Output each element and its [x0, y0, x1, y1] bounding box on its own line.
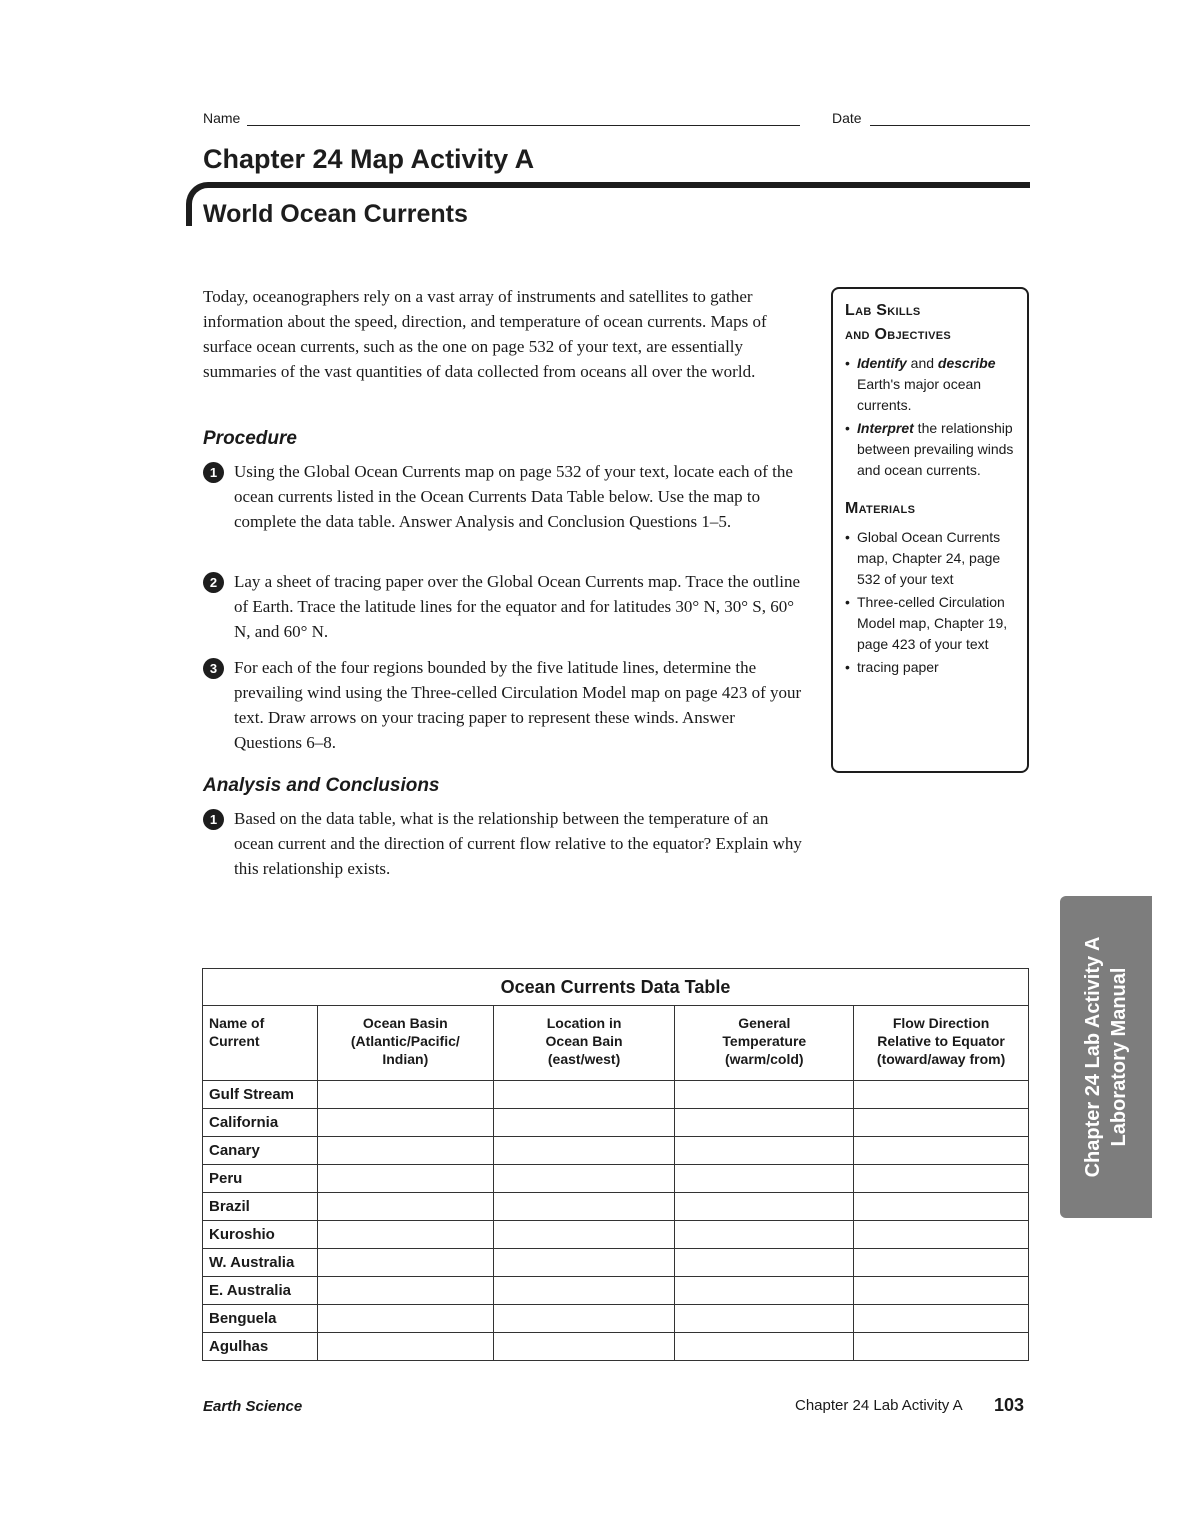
ocean-currents-data-table [202, 968, 1029, 1361]
table-row [203, 1165, 1029, 1193]
ocean-basin-answer-cell[interactable] [317, 1333, 493, 1361]
location-answer-cell[interactable] [493, 1277, 675, 1305]
flow-direction-answer-cell[interactable] [854, 1333, 1029, 1361]
flow-direction-answer-cell[interactable] [854, 1249, 1029, 1277]
ocean-basin-answer-cell[interactable] [317, 1137, 493, 1165]
temperature-answer-cell[interactable] [675, 1081, 854, 1109]
objectives-list [845, 353, 1015, 481]
flow-direction-answer-cell[interactable] [854, 1137, 1029, 1165]
table-body [203, 1081, 1029, 1361]
date-field-line[interactable] [870, 125, 1030, 126]
footer-book-title: Earth Science [203, 1398, 303, 1415]
ocean-basin-answer-cell[interactable] [317, 1249, 493, 1277]
location-answer-cell[interactable] [493, 1193, 675, 1221]
temperature-answer-cell[interactable] [675, 1165, 854, 1193]
ocean-basin-answer-cell[interactable] [317, 1193, 493, 1221]
current-name-cell: Kuroshio [203, 1221, 318, 1249]
lab-skills-heading: Lab Skills and Objectives [845, 302, 952, 343]
page-number: 103 [994, 1395, 1025, 1415]
list-item: • Identify and describe Earth's major ocean currents. [845, 353, 1015, 416]
column-header-name: Name of Current [203, 1006, 318, 1081]
list-item: • tracing paper [845, 657, 1015, 678]
temperature-answer-cell[interactable] [675, 1333, 854, 1361]
location-answer-cell[interactable] [493, 1165, 675, 1193]
step-number-badge: 1 [203, 462, 224, 483]
current-name-cell: Peru [203, 1165, 318, 1193]
current-name-cell: Gulf Stream [203, 1081, 318, 1109]
flow-direction-answer-cell[interactable] [854, 1277, 1029, 1305]
flow-direction-answer-cell[interactable] [854, 1165, 1029, 1193]
current-name-cell: E. Australia [203, 1277, 318, 1305]
current-name-cell: Canary [203, 1137, 318, 1165]
ocean-basin-answer-cell[interactable] [317, 1081, 493, 1109]
table-caption: Ocean Currents Data Table [203, 969, 1029, 1006]
step-number-badge: 2 [203, 572, 224, 593]
table-row [203, 1305, 1029, 1333]
chapter-title: Chapter 24 Map Activity A [203, 144, 535, 174]
list-item: • Global Ocean Currents map, Chapter 24, page 532 of your text [845, 527, 1015, 590]
table-row [203, 1277, 1029, 1305]
flow-direction-answer-cell[interactable] [854, 1109, 1029, 1137]
procedure-heading: Procedure [203, 428, 297, 449]
procedure-step-1 [203, 459, 803, 534]
analysis-question-1 [203, 806, 803, 881]
question-number-badge: 1 [203, 809, 224, 830]
current-name-cell: Benguela [203, 1305, 318, 1333]
ocean-basin-answer-cell[interactable] [317, 1305, 493, 1333]
table-row [203, 1109, 1029, 1137]
date-label: Date [832, 110, 862, 126]
ocean-basin-answer-cell[interactable] [317, 1277, 493, 1305]
step-text: Lay a sheet of tracing paper over the Global Ocean Currents map. Trace the outline of Earth. Trace the latitude lines for the equator and for latitudes 30° N, 30° S, 60° N, and 60° N. [234, 572, 800, 641]
location-answer-cell[interactable] [493, 1249, 675, 1277]
current-name-cell: Brazil [203, 1193, 318, 1221]
current-name-cell: California [203, 1109, 318, 1137]
step-number-badge: 3 [203, 658, 224, 679]
current-name-cell: Agulhas [203, 1333, 318, 1361]
flow-direction-answer-cell[interactable] [854, 1221, 1029, 1249]
temperature-answer-cell[interactable] [675, 1277, 854, 1305]
flow-direction-answer-cell[interactable] [854, 1305, 1029, 1333]
lab-skills-sidebar [831, 287, 1029, 773]
analysis-heading: Analysis and Conclusions [203, 775, 440, 796]
side-tab-label: Chapter 24 Lab Activity A Laboratory Manual [1082, 936, 1130, 1178]
table-row [203, 1137, 1029, 1165]
column-header-ocean-basin: Ocean Basin (Atlantic/Pacific/ Indian) [317, 1006, 493, 1081]
question-text: Based on the data table, what is the relationship between the temperature of an ocean current and the direction of current flow relative to the equator? Explain why this relationship exists. [234, 809, 802, 878]
intro-paragraph: Today, oceanographers rely on a vast array of instruments and satellites to gather information about the speed, direction, and temperature of ocean currents. Maps of surface ocean currents, such as the one on page 532 of your text, are essentially summaries of the vast quantities of data collected from oceans all over the world. [203, 287, 767, 381]
table-row [203, 1193, 1029, 1221]
step-text: Using the Global Ocean Currents map on page 532 of your text, locate each of the ocean currents listed in the Ocean Currents Data Table below. Use the map to complete the data table. Answer Analysis and Conclusion Questions 1–5. [234, 462, 793, 531]
flow-direction-answer-cell[interactable] [854, 1081, 1029, 1109]
column-header-temperature: General Temperature (warm/cold) [675, 1006, 854, 1081]
table-row [203, 1249, 1029, 1277]
activity-title: World Ocean Currents [203, 200, 468, 228]
location-answer-cell[interactable] [493, 1333, 675, 1361]
current-name-cell: W. Australia [203, 1249, 318, 1277]
location-answer-cell[interactable] [493, 1109, 675, 1137]
temperature-answer-cell[interactable] [675, 1249, 854, 1277]
temperature-answer-cell[interactable] [675, 1137, 854, 1165]
ocean-basin-answer-cell[interactable] [317, 1221, 493, 1249]
procedure-step-3 [203, 655, 803, 755]
column-header-flow-direction: Flow Direction Relative to Equator (toward/away from) [854, 1006, 1029, 1081]
temperature-answer-cell[interactable] [675, 1193, 854, 1221]
materials-list [845, 527, 1015, 678]
location-answer-cell[interactable] [493, 1081, 675, 1109]
temperature-answer-cell[interactable] [675, 1221, 854, 1249]
procedure-step-2 [203, 569, 803, 644]
ocean-basin-answer-cell[interactable] [317, 1165, 493, 1193]
table-row [203, 1081, 1029, 1109]
location-answer-cell[interactable] [493, 1305, 675, 1333]
step-text: For each of the four regions bounded by the five latitude lines, determine the prevailing wind using the Three-celled Circulation Model map on page 423 of your text. Draw arrows on your tracing paper to represent these winds. Answer Questions 6–8. [234, 658, 802, 752]
ocean-basin-answer-cell[interactable] [317, 1109, 493, 1137]
name-field-line[interactable] [247, 125, 800, 126]
list-item: • Interpret the relationship between prevailing winds and ocean currents. [845, 418, 1015, 481]
table-header-row [203, 1006, 1029, 1081]
name-label: Name [203, 110, 241, 126]
location-answer-cell[interactable] [493, 1137, 675, 1165]
list-item: • Three-celled Circulation Model map, Chapter 19, page 423 of your text [845, 592, 1015, 655]
temperature-answer-cell[interactable] [675, 1305, 854, 1333]
temperature-answer-cell[interactable] [675, 1109, 854, 1137]
footer-activity-label: Chapter 24 Lab Activity A [795, 1397, 963, 1414]
column-header-location: Location in Ocean Bain (east/west) [493, 1006, 675, 1081]
table-row [203, 1221, 1029, 1249]
materials-heading: Materials [845, 500, 916, 517]
location-answer-cell[interactable] [493, 1221, 675, 1249]
name-date-row [203, 110, 1030, 130]
flow-direction-answer-cell[interactable] [854, 1193, 1029, 1221]
table-row [203, 1333, 1029, 1361]
